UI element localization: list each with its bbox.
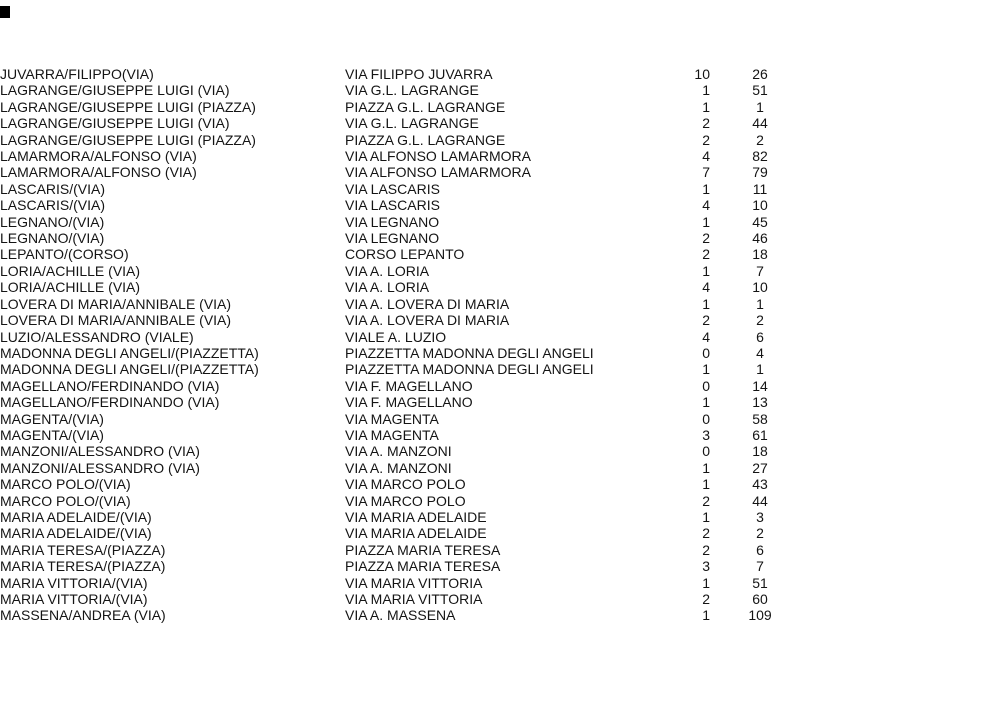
street-row — [0, 411, 810, 427]
street-denomination-cell: MADONNA DEGLI ANGELI/(PIAZZETTA) — [0, 361, 259, 378]
street-name-cell: VIA MARIA ADELAIDE — [345, 508, 487, 525]
street-row — [0, 148, 810, 164]
value1-cell: 1 — [702, 607, 710, 624]
value2-cell: 11 — [752, 180, 768, 197]
street-denomination-cell: LOVERA DI MARIA/ANNIBALE (VIA) — [0, 295, 232, 312]
street-row — [0, 197, 810, 213]
value2-cell: 1 — [756, 98, 764, 115]
street-name-cell: VIA A. MANZONI — [345, 459, 452, 476]
street-name-cell: VIA A. LOVERA DI MARIA — [345, 312, 510, 329]
value2-cell: 6 — [756, 328, 764, 345]
value2-cell: 27 — [752, 459, 768, 476]
street-row — [0, 575, 810, 591]
street-row — [0, 427, 810, 443]
value2-cell: 3 — [756, 508, 764, 525]
street-denomination-cell: MARIA TERESA/(PIAZZA) — [0, 541, 166, 558]
street-list-table — [0, 66, 810, 624]
street-name-cell: PIAZZA G.L. LAGRANGE — [345, 131, 506, 148]
value1-cell: 2 — [702, 131, 710, 148]
value2-cell: 2 — [756, 131, 764, 148]
value1-cell: 2 — [702, 312, 710, 329]
value1-cell: 1 — [702, 262, 710, 279]
value2-cell: 51 — [752, 574, 768, 591]
street-row — [0, 312, 810, 328]
value2-cell: 60 — [752, 591, 768, 607]
street-row — [0, 525, 810, 541]
value1-cell: 1 — [702, 180, 710, 197]
value1-cell: 0 — [702, 410, 710, 427]
street-row — [0, 460, 810, 476]
street-denomination-cell: MARIA ADELAIDE/(VIA) — [0, 508, 152, 525]
street-row — [0, 443, 810, 459]
street-row — [0, 82, 810, 98]
value1-cell: 1 — [702, 98, 710, 115]
street-row — [0, 132, 810, 148]
street-denomination-cell: MARIA ADELAIDE/(VIA) — [0, 525, 152, 542]
street-name-cell: VIA G.L. LAGRANGE — [345, 82, 479, 99]
street-row — [0, 296, 810, 312]
street-name-cell: VIA LEGNANO — [345, 213, 440, 230]
street-row — [0, 542, 810, 558]
street-denomination-cell: MARCO POLO/(VIA) — [0, 476, 131, 493]
value1-cell: 4 — [702, 328, 710, 345]
street-name-cell: VIA G.L. LAGRANGE — [345, 115, 479, 132]
value2-cell: 7 — [756, 558, 764, 575]
value1-cell: 1 — [702, 476, 710, 493]
street-denomination-cell: MASSENA/ANDREA (VIA) — [0, 607, 166, 624]
street-row — [0, 591, 810, 607]
street-denomination-cell: LAGRANGE/GIUSEPPE LUIGI (VIA) — [0, 115, 230, 132]
value1-cell: 4 — [702, 197, 710, 214]
value1-cell: 1 — [702, 508, 710, 525]
value2-cell: 45 — [752, 213, 768, 230]
value1-cell: 1 — [702, 459, 710, 476]
value2-cell: 51 — [752, 82, 768, 99]
street-denomination-cell: LORIA/ACHILLE (VIA) — [0, 279, 141, 296]
street-denomination-cell: MAGELLANO/FERDINANDO (VIA) — [0, 377, 220, 394]
street-name-cell: PIAZZETTA MADONNA DEGLI ANGELI — [345, 344, 594, 361]
street-denomination-cell: LAMARMORA/ALFONSO (VIA) — [0, 164, 197, 181]
street-denomination-cell: MANZONI/ALESSANDRO (VIA) — [0, 459, 200, 476]
street-row — [0, 115, 810, 131]
street-name-cell: VIA MARCO POLO — [345, 476, 466, 493]
value1-cell: 2 — [702, 230, 710, 247]
street-name-cell: VIA MARIA VITTORIA — [345, 591, 483, 607]
value1-cell: 3 — [702, 558, 710, 575]
street-denomination-cell: LEPANTO/(CORSO) — [0, 246, 129, 263]
street-denomination-cell: MAGENTA/(VIA) — [0, 426, 104, 443]
value2-cell: 1 — [756, 361, 764, 378]
street-name-cell: VIA ALFONSO LAMARMORA — [345, 148, 531, 165]
value1-cell: 2 — [702, 115, 710, 132]
street-row — [0, 164, 810, 180]
value1-cell: 2 — [702, 541, 710, 558]
value1-cell: 1 — [702, 574, 710, 591]
street-row — [0, 329, 810, 345]
value2-cell: 44 — [752, 115, 768, 132]
street-list-body — [0, 66, 810, 624]
value1-cell: 2 — [702, 246, 710, 263]
street-denomination-cell: LEGNANO/(VIA) — [0, 213, 105, 230]
street-denomination-cell: MAGENTA/(VIA) — [0, 410, 104, 427]
value1-cell: 0 — [702, 344, 710, 361]
street-name-cell: VIA A. LORIA — [345, 279, 430, 296]
street-name-cell: VIA MARIA ADELAIDE — [345, 525, 487, 542]
street-denomination-cell: MARIA VITTORIA/(VIA) — [0, 591, 148, 607]
street-name-cell: VIA MARCO POLO — [345, 492, 466, 509]
value2-cell: 18 — [752, 246, 768, 263]
value2-cell: 10 — [752, 197, 768, 214]
value1-cell: 10 — [694, 66, 710, 82]
street-name-cell: VIA A. LOVERA DI MARIA — [345, 295, 510, 312]
street-name-cell: VIALE A. LUZIO — [345, 328, 447, 345]
street-row — [0, 476, 810, 492]
street-name-cell: VIA MARIA VITTORIA — [345, 574, 483, 591]
street-name-cell: VIA LASCARIS — [345, 197, 440, 214]
value1-cell: 3 — [702, 426, 710, 443]
street-denomination-cell: LUZIO/ALESSANDRO (VIALE) — [0, 328, 194, 345]
street-row — [0, 279, 810, 295]
street-name-cell: VIA MAGENTA — [345, 410, 439, 427]
value1-cell: 4 — [702, 279, 710, 296]
street-denomination-cell: LAGRANGE/GIUSEPPE LUIGI (VIA) — [0, 82, 230, 99]
value1-cell: 2 — [702, 591, 710, 607]
street-denomination-cell: LASCARIS/(VIA) — [0, 180, 106, 197]
street-row — [0, 345, 810, 361]
value1-cell: 7 — [702, 164, 710, 181]
street-denomination-cell: MAGELLANO/FERDINANDO (VIA) — [0, 394, 220, 411]
street-denomination-cell: LAGRANGE/GIUSEPPE LUIGI (PIAZZA) — [0, 98, 256, 115]
value2-cell: 13 — [752, 394, 768, 411]
street-denomination-cell: LEGNANO/(VIA) — [0, 230, 105, 247]
street-row — [0, 378, 810, 394]
street-denomination-cell: MARIA TERESA/(PIAZZA) — [0, 558, 166, 575]
value1-cell: 1 — [702, 213, 710, 230]
street-name-cell: PIAZZETTA MADONNA DEGLI ANGELI — [345, 361, 594, 378]
value1-cell: 0 — [702, 443, 710, 460]
street-row — [0, 607, 810, 623]
value2-cell: 109 — [748, 607, 772, 624]
street-row — [0, 394, 810, 410]
value2-cell: 43 — [752, 476, 768, 493]
value2-cell: 1 — [756, 295, 764, 312]
value2-cell: 44 — [752, 492, 768, 509]
value1-cell: 1 — [702, 361, 710, 378]
street-name-cell: VIA MAGENTA — [345, 426, 439, 443]
street-denomination-cell: MARIA VITTORIA/(VIA) — [0, 574, 148, 591]
value2-cell: 2 — [756, 312, 764, 329]
value2-cell: 4 — [756, 344, 764, 361]
value2-cell: 10 — [752, 279, 768, 296]
value2-cell: 46 — [752, 230, 768, 247]
street-name-cell: VIA F. MAGELLANO — [345, 377, 473, 394]
street-row — [0, 230, 810, 246]
street-row — [0, 181, 810, 197]
street-name-cell: VIA FILIPPO JUVARRA — [345, 66, 493, 82]
value2-cell: 82 — [752, 148, 768, 165]
street-name-cell: VIA LASCARIS — [345, 180, 440, 197]
street-name-cell: VIA ALFONSO LAMARMORA — [345, 164, 531, 181]
street-row — [0, 493, 810, 509]
street-name-cell: VIA A. MANZONI — [345, 443, 452, 460]
street-denomination-cell: LAGRANGE/GIUSEPPE LUIGI (PIAZZA) — [0, 131, 256, 148]
value1-cell: 1 — [702, 82, 710, 99]
street-name-cell: CORSO LEPANTO — [345, 246, 465, 263]
value2-cell: 14 — [752, 377, 768, 394]
value2-cell: 58 — [752, 410, 768, 427]
street-denomination-cell: LASCARIS/(VIA) — [0, 197, 106, 214]
scan-artifact-mark — [0, 6, 10, 18]
street-denomination-cell: MANZONI/ALESSANDRO (VIA) — [0, 443, 200, 460]
street-row — [0, 246, 810, 262]
value1-cell: 2 — [702, 525, 710, 542]
street-name-cell: PIAZZA G.L. LAGRANGE — [345, 98, 506, 115]
street-name-cell: VIA F. MAGELLANO — [345, 394, 473, 411]
street-name-cell: VIA LEGNANO — [345, 230, 440, 247]
street-row — [0, 361, 810, 377]
value2-cell: 18 — [752, 443, 768, 460]
street-row — [0, 99, 810, 115]
street-denomination-cell: LAMARMORA/ALFONSO (VIA) — [0, 148, 197, 165]
street-denomination-cell: JUVARRA/FILIPPO(VIA) — [0, 66, 154, 82]
value2-cell: 6 — [756, 541, 764, 558]
street-denomination-cell: MADONNA DEGLI ANGELI/(PIAZZETTA) — [0, 344, 259, 361]
value2-cell: 61 — [752, 426, 768, 443]
street-name-cell: PIAZZA MARIA TERESA — [345, 541, 501, 558]
value1-cell: 4 — [702, 148, 710, 165]
street-row — [0, 558, 810, 574]
street-row — [0, 214, 810, 230]
street-row — [0, 263, 810, 279]
street-row — [0, 66, 810, 82]
street-name-cell: VIA A. LORIA — [345, 262, 430, 279]
value1-cell: 2 — [702, 492, 710, 509]
street-row — [0, 509, 810, 525]
value1-cell: 1 — [702, 295, 710, 312]
street-denomination-cell: LORIA/ACHILLE (VIA) — [0, 262, 141, 279]
street-denomination-cell: LOVERA DI MARIA/ANNIBALE (VIA) — [0, 312, 232, 329]
street-name-cell: VIA A. MASSENA — [345, 607, 456, 624]
value2-cell: 7 — [756, 262, 764, 279]
value1-cell: 0 — [702, 377, 710, 394]
value1-cell: 1 — [702, 394, 710, 411]
street-name-cell: PIAZZA MARIA TERESA — [345, 558, 501, 575]
value2-cell: 26 — [752, 66, 768, 82]
street-denomination-cell: MARCO POLO/(VIA) — [0, 492, 131, 509]
value2-cell: 79 — [752, 164, 768, 181]
value2-cell: 2 — [756, 525, 764, 542]
